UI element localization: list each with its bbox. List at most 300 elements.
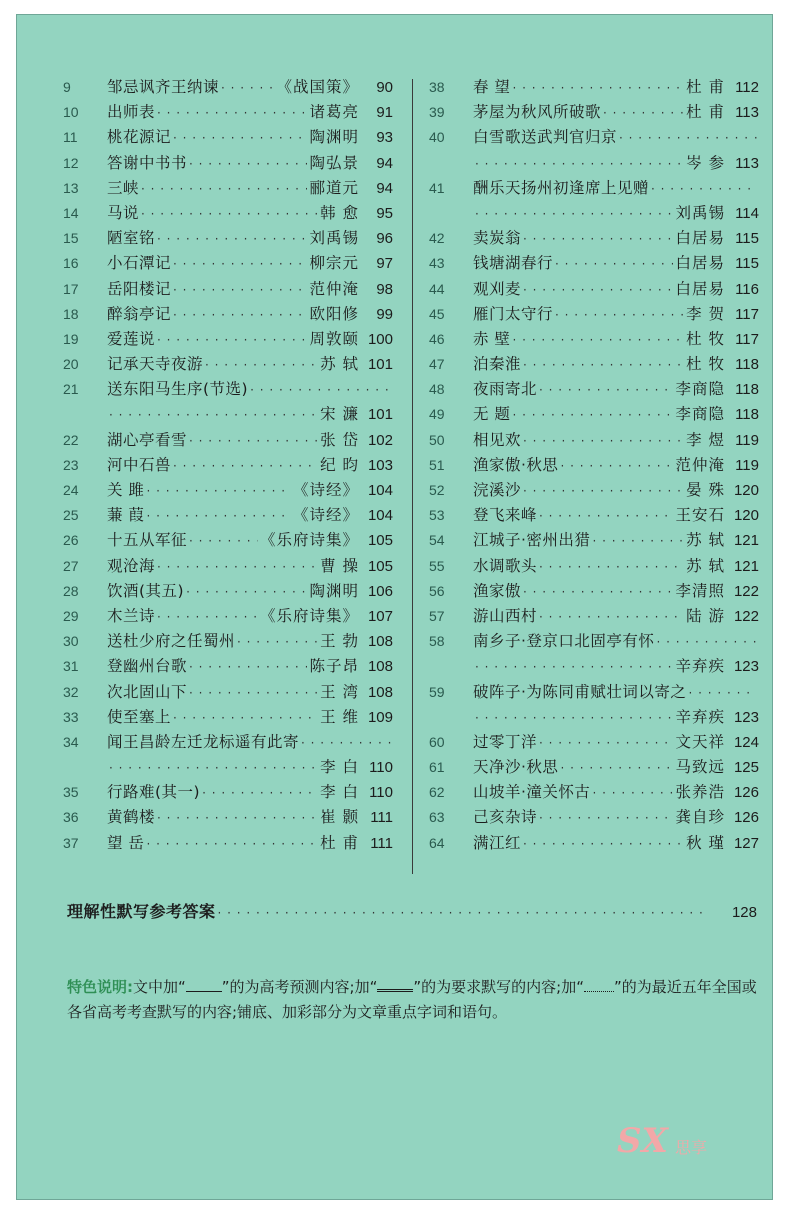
wavy-underline-sample (584, 979, 614, 992)
entry-page-number: 127 (733, 834, 759, 852)
entry-title: 十五从军征 (107, 531, 188, 550)
toc-entry[interactable] (63, 503, 393, 528)
toc-entry[interactable] (63, 604, 393, 629)
toc-entry[interactable] (63, 579, 393, 604)
entry-title: 浣溪沙 (473, 481, 522, 499)
dot-leader (157, 101, 307, 126)
entry-number: 46 (429, 330, 445, 347)
toc-entry[interactable] (429, 226, 759, 251)
toc-entry[interactable] (63, 780, 393, 805)
dot-leader (157, 605, 258, 630)
dot-leader (173, 303, 307, 328)
entry-page-number: 104 (367, 507, 393, 525)
entry-title: 次北固山下 (107, 682, 188, 701)
entry-page-number: 114 (735, 204, 759, 222)
dot-leader (512, 328, 684, 353)
dot-leader (189, 429, 318, 454)
toc-entry[interactable] (429, 377, 759, 402)
entry-number: 58 (429, 633, 445, 650)
toc-entry[interactable] (429, 302, 759, 327)
entry-title: 泊秦淮 (473, 355, 522, 374)
toc-entry[interactable] (63, 629, 393, 654)
entry-title: 过零丁洋 (473, 732, 538, 751)
entry-page-number: 124 (733, 733, 759, 751)
dot-leader (221, 76, 274, 101)
entry-number: 10 (63, 104, 79, 121)
entry-author: 杜 甫 (686, 78, 725, 96)
entry-page-number: 94 (376, 179, 393, 197)
entry-page-number: 115 (735, 230, 759, 248)
entry-author: 《战国策》 (276, 78, 359, 96)
entry-number: 36 (63, 809, 79, 826)
entry-title: 河中石兽 (107, 455, 172, 474)
entry-page-number: 121 (733, 532, 759, 550)
entry-number: 9 (63, 79, 71, 95)
entry-number: 34 (63, 733, 79, 750)
toc-entry[interactable] (429, 554, 759, 579)
entry-page-number: 90 (376, 79, 393, 96)
entry-number: 32 (63, 683, 79, 700)
dot-leader (189, 529, 258, 554)
entry-number: 64 (429, 834, 445, 851)
entry-author: 李商隐 (675, 405, 725, 424)
toc-entry[interactable] (429, 831, 759, 856)
toc-entry[interactable] (429, 579, 759, 604)
dot-leader (523, 832, 684, 857)
toc-entry[interactable] (63, 705, 393, 730)
toc-entry[interactable] (63, 831, 393, 856)
entry-title: 水调歌头 (473, 556, 538, 575)
dot-leader (173, 252, 307, 277)
underline-sample (186, 979, 222, 992)
double-underline-sample (377, 977, 413, 992)
entry-page-number: 103 (367, 456, 393, 474)
entry-number: 27 (63, 557, 79, 574)
toc-page (16, 14, 773, 1200)
entry-author: 李 白 (320, 783, 359, 802)
dot-leader (301, 731, 391, 756)
entry-author: 宋 濂 (320, 405, 359, 424)
dot-leader (218, 906, 715, 920)
entry-title: 木兰诗 (107, 606, 156, 625)
toc-entry[interactable] (429, 478, 759, 503)
publisher-logo (607, 1119, 767, 1169)
entry-page-number: 106 (367, 582, 393, 600)
entry-author: 杜 甫 (686, 103, 725, 122)
toc-entry[interactable] (429, 780, 759, 805)
dot-leader (250, 378, 391, 403)
toc-entry[interactable] (63, 151, 393, 176)
entry-title: 江城子·密州出猎 (473, 531, 591, 550)
dot-leader (146, 504, 291, 529)
entry-number: 47 (429, 356, 445, 373)
entry-author: 李 煜 (686, 430, 725, 449)
entry-number: 60 (429, 733, 445, 750)
entry-page-number: 100 (367, 330, 393, 348)
toc-entry[interactable] (429, 100, 759, 125)
entry-author: 张 岱 (320, 430, 359, 449)
entry-title: 渔家傲 (473, 581, 522, 600)
entry-number: 39 (429, 104, 445, 121)
entry-title: 湖心亭看雪 (107, 430, 188, 449)
toc-entry[interactable] (63, 377, 393, 402)
entry-page-number: 112 (735, 79, 759, 96)
entry-title: 己亥杂诗 (473, 808, 538, 827)
entry-page-number: 102 (367, 431, 393, 449)
entry-title: 桃花源记 (107, 128, 172, 147)
dot-leader (141, 177, 307, 202)
dot-leader (539, 731, 673, 756)
dot-leader (523, 353, 684, 378)
entry-page-number: 105 (367, 557, 393, 575)
entry-author: 陶渊明 (309, 581, 359, 600)
entry-number: 42 (429, 230, 445, 247)
entry-title: 游山西村 (473, 606, 538, 625)
entry-page-number: 98 (376, 280, 393, 298)
entry-number: 51 (429, 456, 445, 473)
toc-entry[interactable] (429, 251, 759, 276)
toc-entry[interactable] (429, 75, 759, 100)
entry-page-number: 118 (735, 381, 759, 399)
dot-leader (603, 101, 684, 126)
entry-title: 岳阳楼记 (107, 279, 172, 298)
entry-author: 晏 殊 (686, 481, 725, 499)
toc-entry[interactable] (429, 277, 759, 302)
dot-leader (523, 278, 673, 303)
entry-author: 曹 操 (320, 556, 359, 575)
entry-page-number: 108 (367, 683, 393, 701)
dot-leader (555, 303, 684, 328)
entry-author: 龚自珍 (675, 808, 725, 827)
dot-leader (141, 202, 318, 227)
toc-entry[interactable] (63, 277, 393, 302)
dot-leader (237, 630, 318, 655)
entry-author: 苏 轼 (320, 355, 359, 374)
note-text-2: ”的为高考预测内容;加“ (221, 978, 378, 996)
entry-title: 钱塘湖春行 (473, 254, 554, 273)
answer-entry[interactable] (67, 899, 757, 922)
entry-number: 12 (63, 154, 79, 171)
entry-page-number: 91 (376, 104, 393, 122)
entry-number: 59 (429, 683, 445, 700)
toc-entry[interactable] (429, 604, 759, 629)
entry-number: 18 (63, 305, 79, 322)
dot-leader (592, 529, 684, 554)
entry-title: 醉翁亭记 (107, 304, 172, 323)
entry-page-number: 115 (735, 255, 759, 273)
entry-number: 11 (63, 129, 78, 146)
entry-page-number: 108 (367, 633, 393, 651)
toc-entry[interactable] (63, 680, 393, 705)
entry-number: 13 (63, 179, 79, 196)
entry-number: 52 (429, 482, 445, 498)
entry-author: 郦道元 (309, 178, 359, 197)
dot-leader (157, 555, 318, 580)
toc-entry[interactable] (63, 327, 393, 352)
dot-leader (539, 504, 673, 529)
entry-author: 李清照 (675, 581, 725, 600)
entry-page-number: 126 (733, 784, 759, 802)
dot-leader (189, 152, 307, 177)
entry-title: 相见欢 (473, 430, 522, 449)
toc-entry-continuation[interactable] (63, 755, 393, 780)
entry-page-number: 119 (735, 456, 759, 474)
dot-leader (186, 580, 307, 605)
dot-leader (173, 126, 307, 151)
entry-page-number: 126 (733, 809, 759, 827)
toc-entry[interactable] (429, 503, 759, 528)
entry-author: 崔 颢 (320, 808, 359, 827)
toc-entry-continuation[interactable] (429, 151, 759, 176)
entry-page-number: 117 (735, 305, 759, 323)
entry-author: 周敦颐 (309, 329, 359, 348)
dot-leader (189, 655, 307, 680)
toc-entry[interactable] (63, 352, 393, 377)
entry-number: 20 (63, 356, 79, 373)
answer-page-number: 128 (731, 904, 757, 921)
entry-author: 辛弃疾 (675, 657, 725, 676)
entry-title: 出师表 (107, 103, 156, 122)
entry-title: 闻王昌龄左迁龙标遥有此寄 (107, 732, 300, 751)
toc-column-left (63, 75, 393, 856)
toc-entry[interactable] (429, 805, 759, 830)
entry-page-number: 104 (367, 482, 393, 499)
toc-entry-continuation[interactable] (429, 654, 759, 679)
entry-title: 无 题 (473, 405, 511, 424)
logo-mark: SX (617, 1121, 668, 1161)
entry-author: 苏 轼 (686, 531, 725, 550)
dot-leader (189, 681, 318, 706)
dot-leader (146, 832, 318, 857)
entry-author: 陆 游 (686, 606, 725, 625)
toc-entry[interactable] (429, 402, 759, 427)
toc-entry[interactable] (429, 730, 759, 755)
toc-entry[interactable] (429, 453, 759, 478)
entry-author: 韩 愈 (320, 203, 359, 222)
entry-number: 14 (63, 204, 79, 221)
entry-title: 马说 (107, 203, 140, 222)
entry-number: 25 (63, 507, 79, 524)
entry-title: 记承天寺夜游 (107, 355, 204, 374)
toc-entry[interactable] (429, 352, 759, 377)
toc-entry[interactable] (429, 176, 759, 201)
entry-number: 26 (63, 532, 79, 549)
entry-author: 范仲淹 (675, 455, 725, 474)
entry-title: 卖炭翁 (473, 229, 522, 248)
entry-number: 55 (429, 557, 445, 574)
toc-entry[interactable] (63, 805, 393, 830)
dot-leader (475, 152, 684, 177)
entry-author: 纪 昀 (320, 455, 359, 474)
dot-leader (523, 580, 673, 605)
entry-author: 欧阳修 (309, 304, 359, 323)
dot-leader (475, 706, 673, 731)
entry-title: 登飞来峰 (473, 506, 538, 525)
entry-number: 31 (63, 658, 79, 675)
note-text-3: ”的为要求默写的内容;加“ (413, 978, 584, 996)
entry-page-number: 123 (733, 658, 759, 676)
entry-page-number: 109 (367, 708, 393, 726)
dot-leader (475, 202, 673, 227)
entry-page-number: 118 (735, 406, 759, 424)
dot-leader (523, 429, 684, 454)
entry-page-number: 93 (376, 129, 393, 147)
toc-entry[interactable] (63, 201, 393, 226)
entry-number: 48 (429, 381, 445, 398)
entry-author: 李 白 (320, 758, 359, 777)
entry-title: 赤 壁 (473, 329, 511, 348)
dot-leader (539, 555, 684, 580)
entry-title: 关 雎 (107, 481, 145, 499)
toc-entry[interactable] (63, 554, 393, 579)
entry-author: 杜 牧 (686, 329, 725, 348)
entry-number: 41 (429, 179, 445, 196)
entry-author: 王 维 (320, 707, 359, 726)
entry-page-number: 116 (735, 280, 759, 298)
entry-page-number: 111 (370, 834, 393, 852)
entry-author: 白居易 (675, 279, 725, 298)
toc-entry[interactable] (63, 226, 393, 251)
toc-entry-continuation[interactable] (429, 201, 759, 226)
toc-entry[interactable] (429, 755, 759, 780)
entry-title: 三峡 (107, 178, 140, 197)
entry-page-number: 117 (735, 330, 759, 348)
toc-entry-continuation[interactable] (429, 705, 759, 730)
entry-number: 44 (429, 280, 445, 297)
entry-title: 破阵子·为陈同甫赋壮词以寄之 (473, 682, 687, 701)
entry-author: 苏 轼 (686, 556, 725, 575)
entry-page-number: 110 (369, 759, 393, 777)
toc-column-right (429, 75, 759, 856)
entry-page-number: 101 (367, 356, 393, 374)
entry-number: 33 (63, 708, 79, 725)
entry-page-number: 110 (369, 784, 393, 802)
dot-leader (619, 126, 757, 151)
dot-leader (560, 454, 673, 479)
toc-entry[interactable] (63, 251, 393, 276)
entry-author: 杜 甫 (320, 833, 359, 852)
dot-leader (109, 756, 318, 781)
entry-number: 63 (429, 809, 445, 826)
dot-leader (523, 227, 673, 252)
entry-author: 陶弘景 (309, 153, 359, 172)
entry-page-number: 95 (376, 204, 393, 222)
entry-title: 使至塞上 (107, 707, 172, 726)
toc-entry[interactable] (63, 528, 393, 553)
entry-title: 渔家傲·秋思 (473, 455, 559, 474)
dot-leader (512, 403, 673, 428)
entry-title: 天净沙·秋思 (473, 758, 559, 777)
entry-page-number: 122 (733, 582, 759, 600)
dot-leader (157, 328, 307, 353)
entry-author: 《乐府诗集》 (259, 606, 359, 625)
entry-author: 柳宗元 (309, 254, 359, 273)
entry-title: 饮酒(其五) (107, 581, 185, 600)
entry-title: 茅屋为秋风所破歌 (473, 103, 602, 122)
toc-entry[interactable] (63, 428, 393, 453)
entry-title: 登幽州台歌 (107, 657, 188, 676)
entry-author: 陈子昂 (309, 657, 359, 676)
entry-page-number: 123 (733, 708, 759, 726)
entry-author: 岑 参 (686, 153, 725, 172)
entry-author: 刘禹锡 (675, 203, 725, 222)
entry-page-number: 108 (367, 658, 393, 676)
toc-entry[interactable] (63, 302, 393, 327)
entry-title: 酬乐天扬州初逢席上见赠 (473, 178, 650, 197)
feature-note (67, 975, 757, 1025)
entry-number: 49 (429, 406, 445, 423)
entry-number: 40 (429, 129, 445, 146)
entry-title: 邹忌讽齐王纳谏 (107, 78, 220, 96)
entry-number: 17 (63, 280, 79, 297)
entry-title: 蒹 葭 (107, 506, 145, 525)
entry-page-number: 120 (733, 507, 759, 525)
toc-entry[interactable] (63, 453, 393, 478)
toc-entry[interactable] (429, 428, 759, 453)
entry-number: 19 (63, 330, 79, 347)
toc-entry[interactable] (429, 629, 759, 654)
entry-title: 黄鹤楼 (107, 808, 156, 827)
entry-title: 送东阳马生序(节选) (107, 380, 249, 399)
entry-page-number: 99 (376, 305, 393, 323)
entry-page-number: 113 (735, 104, 759, 122)
entry-number: 62 (429, 784, 445, 801)
entry-title: 春 望 (473, 78, 511, 96)
toc-entry[interactable] (429, 680, 759, 705)
entry-page-number: 125 (733, 759, 759, 777)
entry-number: 45 (429, 305, 445, 322)
entry-number: 22 (63, 431, 79, 448)
entry-title: 行路难(其一) (107, 783, 201, 802)
entry-author: 《诗经》 (292, 481, 359, 499)
dot-leader (539, 806, 673, 831)
entry-title: 雁门太守行 (473, 304, 554, 323)
toc-entry[interactable] (429, 327, 759, 352)
entry-number: 38 (429, 79, 445, 95)
entry-number: 57 (429, 607, 445, 624)
dot-leader (656, 630, 757, 655)
entry-number: 56 (429, 582, 445, 599)
note-text-1: 文中加“ (133, 978, 186, 996)
entry-author: 范仲淹 (309, 279, 359, 298)
entry-number: 54 (429, 532, 445, 549)
entry-title: 送杜少府之任蜀州 (107, 632, 236, 651)
toc-entry[interactable] (63, 125, 393, 150)
entry-author: 李商隐 (675, 380, 725, 399)
dot-leader (475, 655, 673, 680)
toc-entry[interactable] (63, 100, 393, 125)
entry-title: 望 岳 (107, 833, 145, 852)
entry-author: 《诗经》 (292, 506, 359, 525)
entry-title: 南乡子·登京口北固亭有怀 (473, 632, 655, 651)
dot-leader (109, 403, 318, 428)
toc-entry[interactable] (429, 528, 759, 553)
toc-entry[interactable] (63, 730, 393, 755)
toc-entry[interactable] (63, 75, 393, 100)
entry-title: 观刈麦 (473, 279, 522, 298)
dot-leader (157, 806, 318, 831)
toc-entry[interactable] (429, 125, 759, 150)
dot-leader (539, 605, 684, 630)
entry-number: 29 (63, 607, 79, 624)
toc-entry[interactable] (63, 478, 393, 503)
entry-page-number: 111 (370, 809, 393, 827)
toc-entry-continuation[interactable] (63, 402, 393, 427)
toc-entry[interactable] (63, 654, 393, 679)
entry-page-number: 121 (733, 557, 759, 575)
entry-title: 陋室铭 (107, 229, 156, 248)
toc-entry[interactable] (63, 176, 393, 201)
